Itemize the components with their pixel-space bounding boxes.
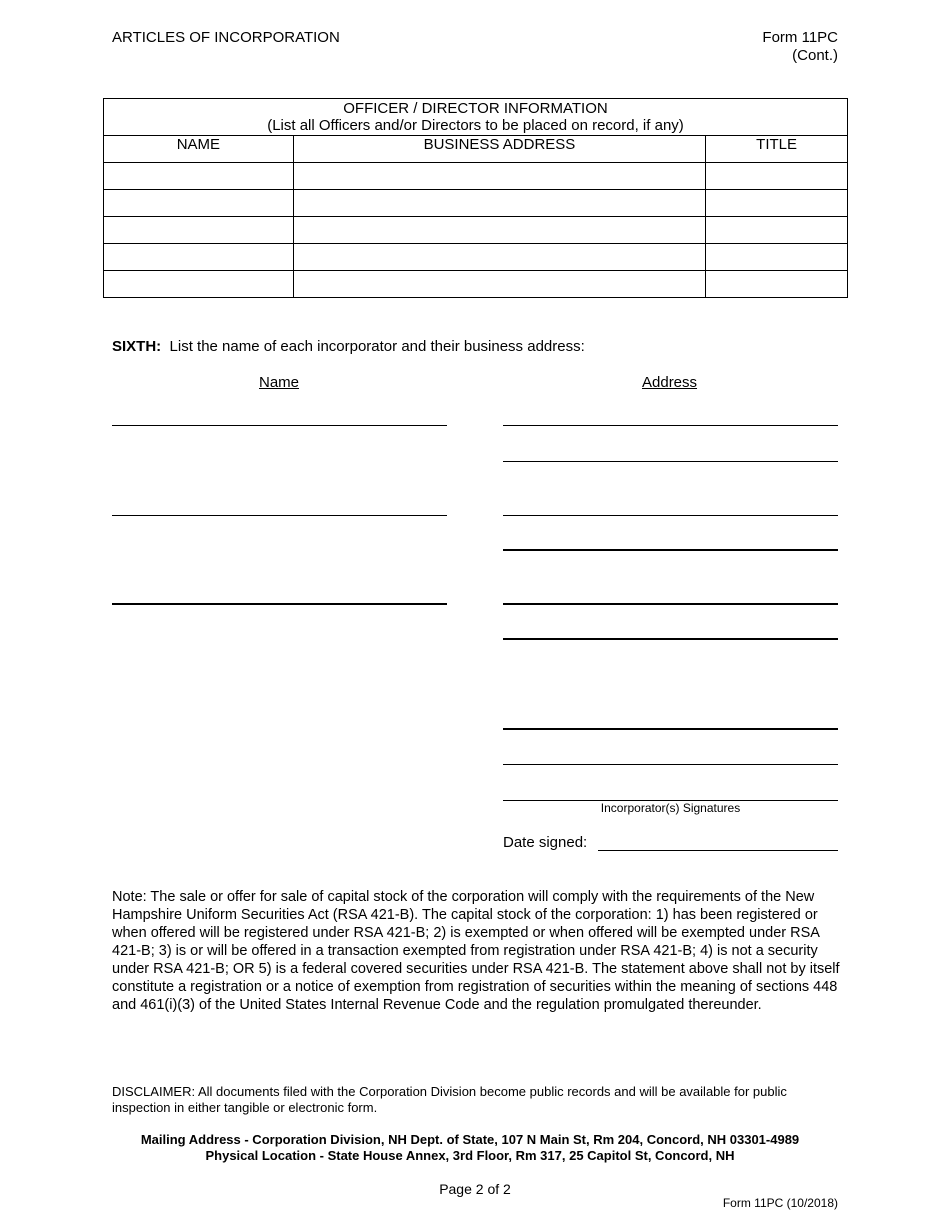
date-signed-field[interactable] [598, 850, 838, 851]
table-row [104, 163, 848, 190]
incorporator-address-line[interactable] [503, 515, 838, 516]
officer-title-cell[interactable] [706, 163, 848, 190]
physical-location: Physical Location - State House Annex, 3rd Floor, Rm 317, 25 Capitol St, Concord, NH [205, 1148, 735, 1163]
officer-title-cell[interactable] [706, 217, 848, 244]
column-header-business-address: BUSINESS ADDRESS [293, 136, 705, 163]
signature-line[interactable] [503, 764, 838, 765]
form-code: Form 11PC (10/2018) [722, 1196, 838, 1210]
officer-table-caption [104, 99, 848, 136]
column-header-name: NAME [104, 136, 294, 163]
officer-title-cell[interactable] [706, 190, 848, 217]
officer-title-cell[interactable] [706, 271, 848, 298]
incorporator-address-line[interactable] [503, 549, 838, 551]
officer-name-cell[interactable] [104, 271, 294, 298]
incorporator-name-line[interactable] [112, 425, 447, 426]
incorporator-address-line[interactable] [503, 638, 838, 640]
sixth-article [112, 338, 585, 355]
table-row [104, 271, 848, 298]
mailing-address: Mailing Address - Corporation Division, NH Dept. of State, 107 N Main St, Rm 204, Concord, NH 03301-4989 [140, 1132, 800, 1147]
officer-table-instruction: (List all Officers and/or Directors to be placed on record, if any) [267, 117, 684, 134]
sixth-label: SIXTH: [112, 338, 162, 355]
form-continued-label: (Cont.) [792, 47, 838, 64]
date-signed-label: Date signed: [503, 834, 588, 851]
officer-title-cell[interactable] [706, 244, 848, 271]
officer-address-cell[interactable] [293, 244, 705, 271]
sixth-instruction: List the name of each incorporator and their business address: [169, 338, 585, 355]
incorporator-address-heading: Address [642, 374, 698, 391]
table-row [104, 190, 848, 217]
incorporator-name-heading: Name [259, 374, 300, 391]
incorporator-name-line[interactable] [112, 603, 447, 605]
incorporator-address-line[interactable] [503, 425, 838, 426]
officer-address-cell[interactable] [293, 271, 705, 298]
officer-name-cell[interactable] [104, 190, 294, 217]
officer-table-title: OFFICER / DIRECTOR INFORMATION [343, 100, 608, 117]
document-title: ARTICLES OF INCORPORATION [112, 29, 340, 46]
table-row [104, 244, 848, 271]
column-header-title: TITLE [706, 136, 848, 163]
officer-director-table [103, 98, 848, 298]
form-number-line: Form 11PC [762, 29, 838, 46]
signatures-caption: Incorporator(s) Signatures [600, 801, 741, 815]
officer-address-cell[interactable] [293, 190, 705, 217]
form-number [762, 29, 838, 65]
incorporator-address-line[interactable] [503, 603, 838, 605]
disclaimer: DISCLAIMER: All documents filed with the Corporation Division become public records and will be available for public inspection in either tangible or electronic form. [112, 1084, 787, 1115]
signature-line[interactable] [503, 728, 838, 730]
officer-name-cell[interactable] [104, 244, 294, 271]
securities-note: Note: The sale or offer for sale of capital stock of the corporation will comply with the requirements of the New Hampshire Uniform Securities Act (RSA 421-B). The capital stock of the corporation: 1) has been registered or when offered will be registered under RSA 421-B; 2) is exempted or when offered will be exempted under RSA 421-B; 3) is or will be offered in a transaction exempted from registration under RSA 421-B; 4) is not a security under RSA 421-B; OR 5) is a federal covered securities under RSA 421-B. The statement above shall not by itself constitute a registration or a notice of exemption from registration of securities within the meaning of sections 448 and 461(i)(3) of the United States Internal Revenue Code and the regulation promulgated thereunder. [112, 889, 840, 1013]
contact-block [0, 1132, 940, 1164]
officer-name-cell[interactable] [104, 163, 294, 190]
officer-address-cell[interactable] [293, 163, 705, 190]
officer-name-cell[interactable] [104, 217, 294, 244]
officer-address-cell[interactable] [293, 217, 705, 244]
incorporator-name-line[interactable] [112, 515, 447, 516]
table-row [104, 217, 848, 244]
incorporator-address-line[interactable] [503, 461, 838, 462]
page-number: Page 2 of 2 [439, 1181, 511, 1197]
